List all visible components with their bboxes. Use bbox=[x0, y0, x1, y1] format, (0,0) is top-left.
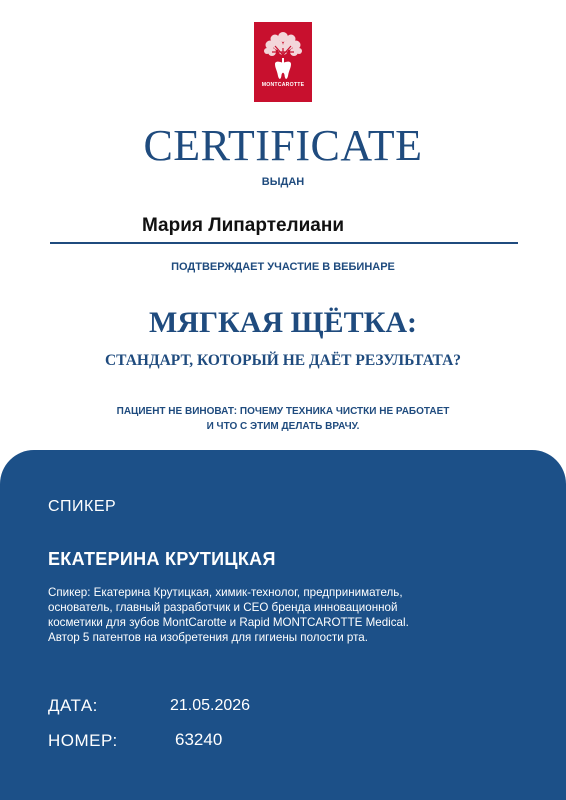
certificate-number: 63240 bbox=[175, 730, 223, 749]
issued-label: ВЫДАН bbox=[261, 176, 305, 188]
speaker-bio bbox=[48, 585, 409, 645]
tagline-line: ПАЦИЕНТ НЕ ВИНОВАТ: ПОЧЕМУ ТЕХНИКА ЧИСТКИ НЕ РАБОТАЕТ bbox=[116, 406, 450, 417]
brand-logo bbox=[254, 22, 312, 102]
date-label: ДАТА: bbox=[48, 696, 98, 715]
speaker-panel bbox=[0, 450, 566, 800]
bio-line: Спикер: Екатерина Крутицкая, химик-технолог, предприниматель, bbox=[48, 586, 403, 599]
certificate-title: CERTIFICATE bbox=[143, 121, 423, 170]
bio-line: Автор 5 патентов на изобретения для гигиены полости рта. bbox=[48, 631, 368, 644]
speaker-heading: СПИКЕР bbox=[48, 498, 117, 515]
tagline-line: И ЧТО С ЭТИМ ДЕЛАТЬ ВРАЧУ. bbox=[206, 421, 360, 432]
name-underline bbox=[50, 242, 518, 244]
webinar-title: МЯГКАЯ ЩЁТКА: bbox=[148, 306, 418, 339]
recipient-name: Мария Липартелиани bbox=[142, 215, 345, 236]
bio-line: основатель, главный разработчик и CEO бренда инновационной bbox=[48, 601, 398, 614]
bio-line: косметики для зубов MontCarotte и Rapid MONTCAROTTE Medical. bbox=[48, 616, 409, 629]
webinar-tagline bbox=[0, 404, 566, 434]
tree-tooth-icon bbox=[260, 28, 306, 84]
speaker-name: ЕКАТЕРИНА КРУТИЦКАЯ bbox=[48, 549, 276, 569]
date-value: 21.05.2026 bbox=[170, 697, 251, 714]
webinar-subtitle: СТАНДАРТ, КОТОРЫЙ НЕ ДАЁТ РЕЗУЛЬТАТА? bbox=[104, 352, 462, 369]
logo-brand-text: MONTCAROTTE bbox=[261, 82, 305, 88]
participation-confirmation: ПОДТВЕРЖДАЕТ УЧАСТИЕ В ВЕБИНАРЕ bbox=[171, 261, 395, 273]
number-label: НОМЕР: bbox=[48, 731, 118, 750]
